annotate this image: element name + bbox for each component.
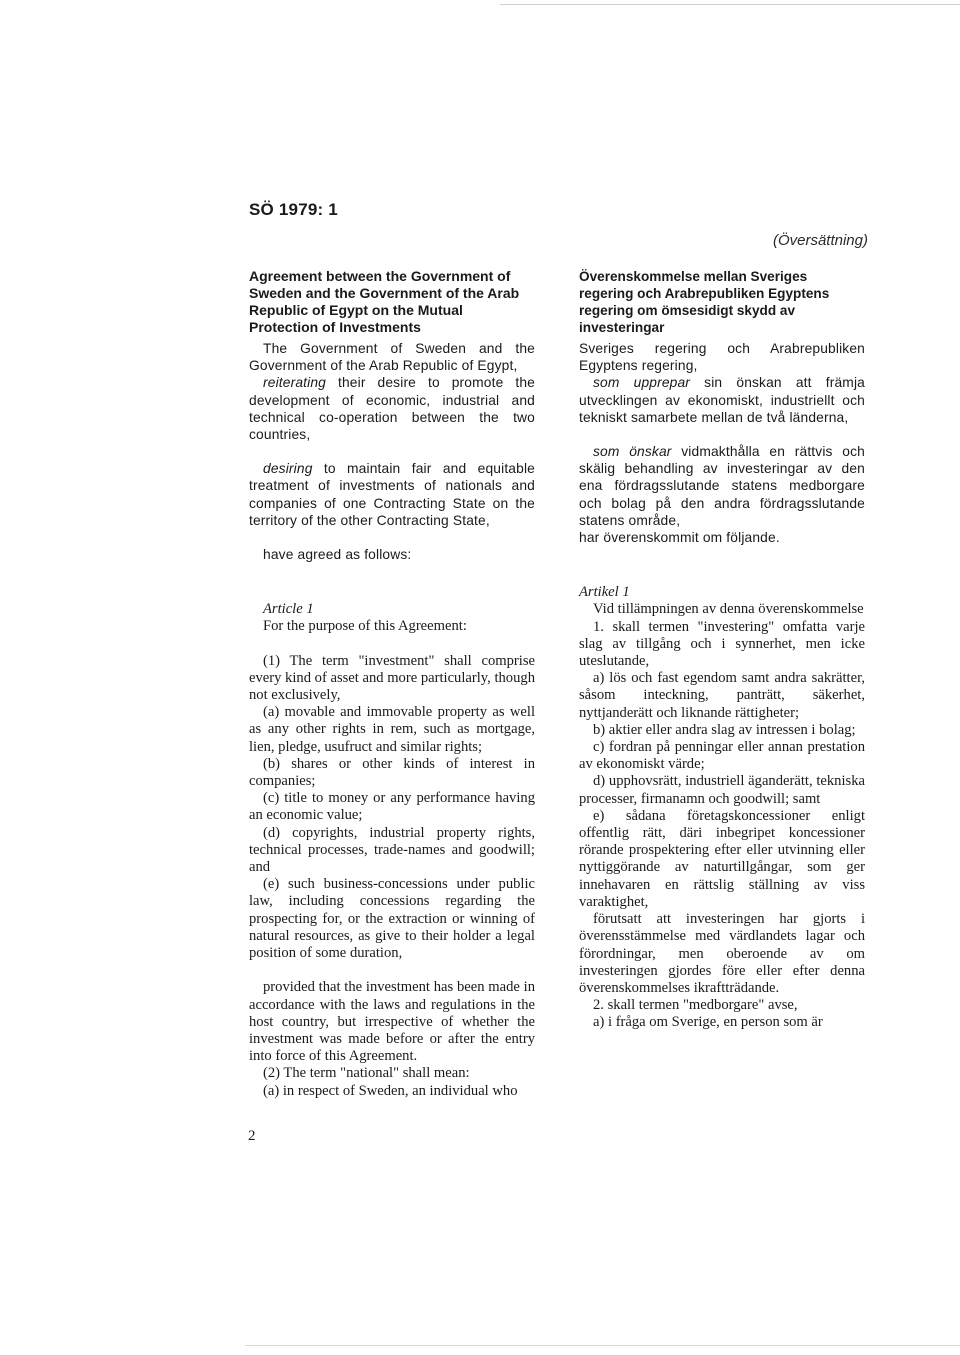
swedish-agreed: har överenskommit om följande. <box>579 530 780 546</box>
swedish-onskar-text: vidmakthålla en rättvis och skälig behandling av investeringar av den ena fördragsslutande statens medborgare och bolag på den andra fördragsslutande statens område, <box>579 444 865 528</box>
swedish-proviso: förutsatt att investeringen har gjorts i överensstämmelse med värdlandets lagar och förordningar, men oberoende av om investeringen gjordes före eller efter denna överenskommelses ikraftträdande. <box>579 911 865 996</box>
swedish-p1c: c) fordran på penningar eller annan prestation av ekonomiskt värde; <box>579 739 865 773</box>
swedish-article-intro: Vid tillämpningen av denna överenskommelse <box>593 601 864 618</box>
english-p1e: (e) such business-concessions under public law, including concessions regarding the prospecting for, or the extraction or winning of natural resources, as give to their holder a legal position of some duration, <box>249 876 535 962</box>
swedish-preamble-upprepar <box>579 374 865 426</box>
swedish-p1: 1. skall termen "investering" omfatta varje slag av tillgång och i synnerhet, men icke uteslutande, <box>579 618 865 670</box>
english-reiterating-word: reiterating <box>263 375 327 391</box>
english-preamble-reiterating <box>249 374 535 443</box>
swedish-upprepar-text: sin önskan att främja utvecklingen av ekonomiskt, industriellt och tekniskt samarbete mellan de två länderna, <box>579 375 865 425</box>
english-preamble-intro: The Government of Sweden and the Government of the Arab Republic of Egypt, <box>249 341 535 374</box>
english-p1: (1) The term "investment" shall comprise every kind of asset and more particularly, though not exclusively, <box>249 652 535 704</box>
english-p1b: (b) shares or other kinds of interest in companies; <box>249 755 535 790</box>
swedish-p2a: a) i fråga om Sverige, en person som är <box>593 1014 823 1031</box>
swedish-p1d: d) upphovsrätt, industriell äganderätt, tekniska processer, firmanamn och goodwill; samt <box>579 773 865 807</box>
english-article-intro: For the purpose of this Agreement: <box>263 618 467 635</box>
swedish-p1e: e) sådana företagskoncessioner enligt offentlig rätt, däri inbegripet koncessioner rörande prospektering efter eller utvinning eller nyttiggörande av naturtillgångar, som ger innehavaren en rättslig ställning av viss varaktighet, <box>579 807 865 910</box>
swedish-p2: 2. skall termen "medborgare" avse, <box>593 997 798 1014</box>
english-article-heading: Article 1 <box>263 601 314 618</box>
swedish-column <box>579 268 865 1032</box>
english-p2: (2) The term "national" shall mean: <box>263 1065 470 1082</box>
english-p1c: (c) title to money or any performance having an economic value; <box>249 790 535 824</box>
english-desiring-word: desiring <box>263 461 313 477</box>
swedish-article-heading: Artikel 1 <box>579 584 630 601</box>
english-p2a: (a) in respect of Sweden, an individual who <box>263 1082 518 1099</box>
swedish-p1a: a) lös och fast egendom samt andra sakrätter, såsom inteckning, panträtt, säkerhet, nyttjanderätt och liknande rättigheter; <box>579 670 865 721</box>
english-agreed: have agreed as follows: <box>263 547 412 563</box>
swedish-p1b: b) aktier eller andra slag av intressen i bolag; <box>593 721 856 738</box>
swedish-preamble-onskar <box>579 443 865 529</box>
scan-bottom-line <box>245 1345 960 1346</box>
english-title: Agreement between the Government of Sweden and the Government of the Arab Republic of Egypt on the Mutual Protection of Investments <box>249 268 520 335</box>
english-p1a: (a) movable and immovable property as well as any other rights in rem, such as mortgage, lien, pledge, usufruct and similar rights; <box>249 704 535 755</box>
english-p1d: (d) copyrights, industrial property rights, technical processes, trade-names and goodwill; and <box>249 824 535 876</box>
swedish-upprepar-word: som upprepar <box>593 375 691 391</box>
swedish-title: Överenskommelse mellan Sveriges regering och Arabrepubliken Egyptens regering om ömsesidigt skydd av investeringar <box>579 269 830 335</box>
swedish-onskar-word: som önskar <box>593 444 672 460</box>
translation-note: (Översättning) <box>772 232 868 249</box>
english-reiterating-text: their desire to promote the development of economic, industrial and technical co-operation between the two countries, <box>249 375 535 443</box>
english-preamble-desiring <box>249 460 535 529</box>
scan-edge-line <box>500 4 960 5</box>
page-number: 2 <box>248 1128 256 1144</box>
english-desiring-text: to maintain fair and equitable treatment of investments of nationals and companies of one Contracting State on the territory of the other Contracting State, <box>249 461 535 528</box>
swedish-preamble-intro: Sveriges regering och Arabrepubliken Egyptens regering, <box>579 341 865 374</box>
english-column <box>249 268 535 1100</box>
running-head: SÖ 1979: 1 <box>249 200 338 219</box>
english-proviso: provided that the investment has been made in accordance with the laws and regulations in the host country, but irrespective of whether the investment was made before or after the entry into force of this Agreement. <box>249 979 535 1065</box>
